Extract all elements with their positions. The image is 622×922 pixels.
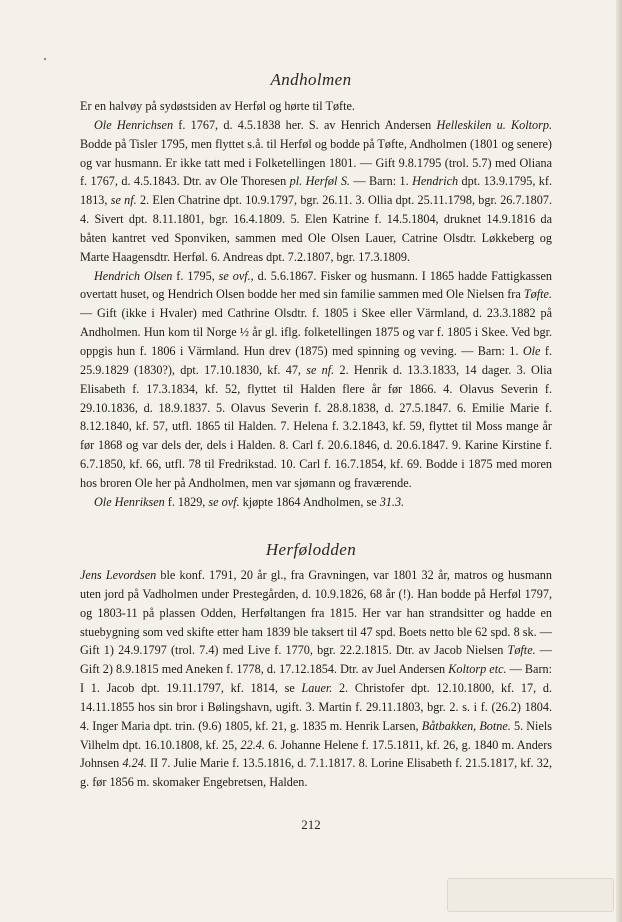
italic-name: Jens Levordsen: [80, 568, 157, 582]
italic-name: 31.3.: [379, 494, 405, 509]
paper-speck: [44, 58, 47, 61]
paragraph: Ole Henriksen f. 1829, se ovf. kjøpte 1864 Andholmen, se 31.3.: [94, 494, 405, 509]
page-edge: [616, 0, 622, 922]
italic-name: pl. Herføl S.: [289, 174, 350, 189]
section-body-andholmen: [80, 97, 552, 512]
italic-name: se ovf.: [208, 494, 240, 509]
italic-name: Tøfte.: [507, 643, 536, 658]
italic-name: se ovf.,: [218, 268, 254, 283]
italic-name: Koltorp etc.: [448, 662, 507, 677]
italic-name: Hendrich: [412, 174, 459, 189]
italic-name: Hendrich Olsen: [94, 268, 173, 283]
italic-name: Lauer.: [301, 681, 333, 696]
paragraph: Hendrich Olsen f. 1795, se ovf., d. 5.6.1867. Fisker og husmann. I 1865 hadde Fattigkassen overtatt huset, og Hendrich Olsen bodde her med sin familie sammen med Ole Nielsen fra Tøfte. — Gift (ikke i Hvaler) med Cathrine Olsdtr. f. 1805 i Skee eller Värmland, d. 23.3.1882 på Andholmen. Hun kom til Norge ½ år gl. iflg. folketellingen 1875 og var f. 1805 i Skee. Ved bgr. oppgis hun f. 1806 i Värmland. Hun drev (1875) med spinning og veving. — Barn: 1. Ole f. 25.9.1829 (1830?), dpt. 17.10.1830, kf. 47, se nf. 2. Henrik d. 13.3.1833, 14 dager. 3. Olia Elisabeth f. 17.3.1834, kf. 52, flyttet til Halden flere år før 1866. 4. Olavus Severin f. 29.10.1836, d. 18.9.1837. 5. Olavus Severin f. 28.8.1838, d. 27.5.1847. 6. Emilie Marie f. 8.12.1840, kf. 57, utfl. 1865 til Halden. 7. Helena f. 3.2.1843, kf. 59, flyttet til Moss mange år før 1868 og var dels der, dels i Halden. 8. Carl f. 20.6.1846, d. 20.6.1847. 9. Karine Kirstine f. 6.7.1850, kf. 66, utfl. 78 til Fredrikstad. 10. Carl f. 16.7.1854, kf. 69. Bodde i 1875 med moren hos broren Ole her på Andholmen, men var sjømann og fraværende.: [80, 268, 553, 490]
italic-name: se nf.: [110, 193, 137, 208]
italic-name: Båtbakken, Botne.: [421, 718, 511, 733]
page-number: 212: [301, 817, 321, 832]
section-heading-andholmen: Andholmen: [270, 70, 352, 89]
section-body-herfolodden: [80, 566, 552, 792]
italic-name: Ole: [522, 343, 541, 358]
italic-name: Helleskilen u. Koltorp.: [436, 117, 553, 132]
italic-name: se nf.: [306, 362, 335, 377]
italic-name: 22.4.: [240, 737, 265, 752]
italic-name: Ole Henriksen: [94, 494, 165, 509]
italic-name: Tøfte.: [523, 287, 552, 302]
italic-name: Ole Henrichsen: [94, 117, 174, 132]
paragraph: Ole Henrichsen f. 1767, d. 4.5.1838 her. S. av Henrich Andersen Helleskilen u. Koltorp. Bodde på Tisler 1795, men flyttet s.å. til Herføl og bodde på Tøfte, Andholmen (1801 og senere) og var husmann. Er ikke tatt med i Folketellingen 1801. — Gift 9.8.1795 (trol. 5.7) med Oliana f. 1767, d. 4.5.1843. Dtr. av Ole Thoresen pl. Herføl S. — Barn: 1. Hendrich dpt. 13.9.1795, kf. 1813, se nf. 2. Elen Chatrine dpt. 10.9.1797, bgr. 26.11. 3. Ollia dpt. 25.11.1798, bgr. 26.7.1807. 4. Sivert dpt. 8.11.1801, bgr. 16.4.1809. 5. Elen Katrine f. 14.5.1804, druknet 14.9.1816 da båten kantret ved Sponviken, sammen med Ole Olsen Lauer, Catrine Olsdtr. Løkkeberg og Marte Haagensdtr. Herføl. 6. Andreas dpt. 7.2.1807, bgr. 17.3.1809.: [80, 117, 553, 264]
section-heading-herfolodden: Herfølodden: [265, 540, 357, 559]
paragraph: Er en halvøy på sydøstsiden av Herføl og hørte til Tøfte.: [80, 99, 355, 113]
library-label: [447, 878, 614, 912]
italic-name: 4.24.: [122, 756, 147, 771]
paragraph: Jens Levordsen ble konf. 1791, 20 år gl., fra Gravningen, var 1801 32 år, matros og husmann uten jord på Vadholmen under Prestegården, d. 10.9.1826, 68 år (!). Han bodde på Herføl 1797, og 1803-11 på plassen Odden, Herføltangen fra 1815. Her var han strandsitter og hadde en stuebygning som ved skifte etter ham 1839 ble taksert til 47 spd. Boets netto ble 62 spd. 8 sk. — Gift 1) 24.9.1797 (trol. 7.4) med Live f. 1770, bgr. 22.2.1815. Dtr. av Jacob Nielsen Tøfte. — Gift 2) 8.9.1815 med Aneken f. 1778, d. 17.12.1854. Dtr. av Juel Andersen Koltorp etc. — Barn: I 1. Jacob dpt. 19.11.1797, kf. 1814, se Lauer. 2. Christofer dpt. 12.10.1800, kf. 17, d. 14.11.1855 hos sin bror i Bølingshavn, ugift. 3. Martin f. 29.11.1803, bgr. 2. s. i f. (26.2) 1804. 4. Inger Maria dpt. trin. (9.6) 1805, kf. 21, g. 1835 m. Henrik Larsen, Båtbakken, Botne. 5. Niels Vilhelm dpt. 16.10.1808, kf. 25, 22.4. 6. Johanne Helene f. 17.5.1811, kf. 26, g. 1840 m. Anders Johnsen 4.24. II 7. Julie Marie f. 13.5.1816, d. 7.1.1817. 8. Lorine Elisabeth f. 21.5.1817, kf. 32, g. før 1856 m. skomaker Engebretsen, Halden.: [80, 568, 553, 790]
